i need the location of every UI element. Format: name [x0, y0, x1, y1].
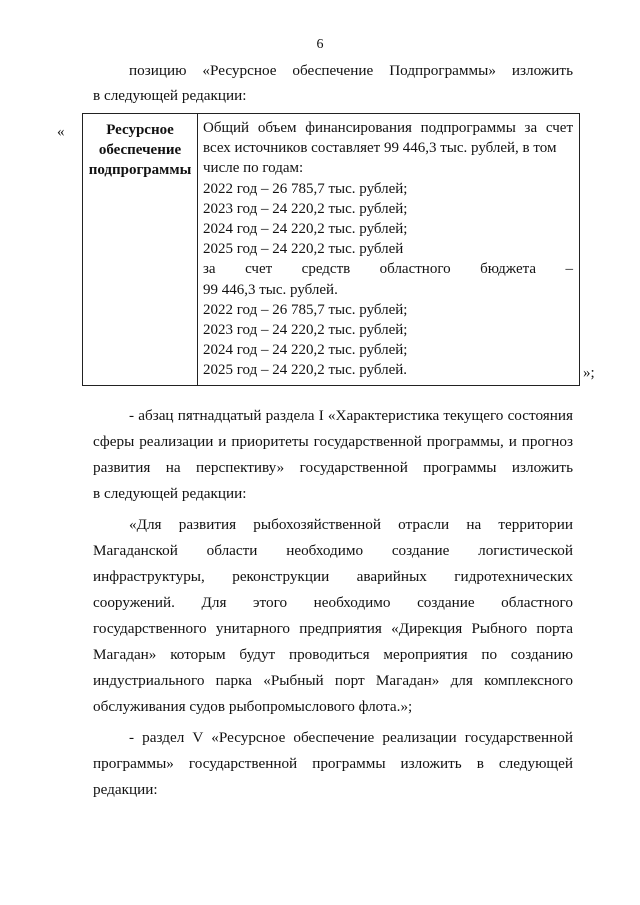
- content-line: числе по годам:: [203, 160, 304, 177]
- content-line: 2022 год – 26 785,7 тыс. рублей;: [203, 301, 408, 318]
- para2-line: Магаданской области необходимо создание логистической: [93, 542, 573, 559]
- content-line: 2022 год – 26 785,7 тыс. рублей;: [203, 180, 408, 197]
- content-line: 2025 год – 24 220,2 тыс. рублей: [203, 241, 404, 258]
- para2-line: государственного унитарного предприятия «Дирекция Рыбного порта: [93, 620, 573, 637]
- para1-line: развития на перспективу» государственной программы изложить: [93, 459, 573, 476]
- label-line: подпрограммы: [88, 162, 192, 179]
- para2-line: обслуживания судов рыбопромыслового флота.»;: [93, 698, 413, 715]
- para2-line: сооружений. Для этого необходимо создание областного: [93, 594, 573, 611]
- para1-line: - абзац пятнадцатый раздела I «Характеристика текущего состояния: [129, 407, 573, 424]
- page-number: 6: [316, 37, 324, 52]
- intro-line-1: позицию «Ресурсное обеспечение Подпрограммы» изложить: [129, 62, 573, 79]
- para3-line: - раздел V «Ресурсное обеспечение реализации государственной: [129, 729, 573, 746]
- content-line: 2023 год – 24 220,2 тыс. рублей;: [203, 200, 408, 217]
- content-line: 2023 год – 24 220,2 тыс. рублей;: [203, 322, 408, 339]
- label-line: Ресурсное: [106, 122, 174, 138]
- para3-line: программы» государственной программы изложить в следующей: [93, 755, 573, 772]
- content-line: 2024 год – 24 220,2 тыс. рублей;: [203, 342, 408, 359]
- content-line: 2025 год – 24 220,2 тыс. рублей.: [203, 362, 408, 379]
- para2-line: инфраструктуры, реконструкции аварийных гидротехнических: [93, 568, 573, 585]
- label-cell: [83, 114, 198, 386]
- para1-line: сферы реализации и приоритеты государственной программы, и прогноз: [93, 433, 573, 450]
- resource-table: [82, 113, 580, 386]
- content-line: за счет средств областного бюджета –: [203, 261, 573, 278]
- content-line: Общий объем финансирования подпрограммы за счет: [203, 120, 573, 136]
- label-line: обеспечение: [98, 142, 182, 159]
- table-row: [83, 114, 580, 386]
- content-line: 2024 год – 24 220,2 тыс. рублей;: [203, 221, 408, 238]
- para2-line: «Для развития рыбохозяйственной отрасли на территории: [129, 516, 573, 533]
- content-cell: [198, 114, 580, 386]
- content-line: всех источников составляет 99 446,3 тыс. рублей, в том: [203, 140, 557, 157]
- para3-line: редакции:: [93, 781, 158, 798]
- para2-line: Магадан» которым будут проводиться мероприятия по созданию: [93, 646, 573, 663]
- para2-line: индустриального парка «Рыбный порт Магадан» для комплексного: [93, 672, 573, 689]
- para1-line: в следующей редакции:: [93, 485, 247, 502]
- open-quote-mark: «: [57, 124, 65, 140]
- intro-line-2: в следующей редакции:: [93, 87, 247, 104]
- content-line: 99 446,3 тыс. рублей.: [203, 281, 338, 298]
- close-quote-mark: »;: [583, 365, 595, 381]
